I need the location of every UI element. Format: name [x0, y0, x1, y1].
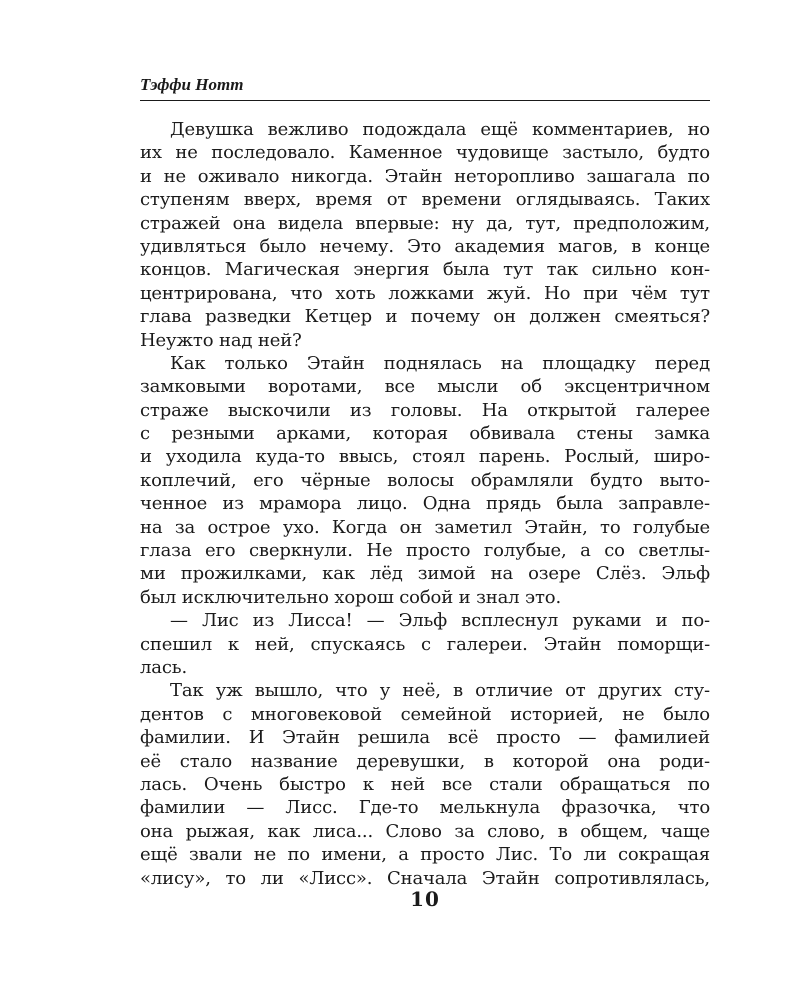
- text-line: и уходила куда-то ввысь, стоял парень. Рослый, широ-: [140, 446, 710, 468]
- text-line: дентов с многовековой семейной историей, не было: [140, 703, 710, 725]
- book-page: [140, 72, 710, 911]
- text-line: с резными арками, которая обвивала стены замка: [140, 423, 710, 445]
- text-line: «лису», то ли «Лисс». Сначала Этайн сопротивлялась,: [140, 867, 710, 889]
- text-line: концов. Магическая энергия была тут так сильно кон-: [140, 259, 710, 281]
- text-line: был исключительно хорош собой и знал это.: [140, 586, 562, 608]
- page-number: 10: [410, 887, 440, 911]
- text-line: она рыжая, как лиса... Слово за слово, в общем, чаще: [140, 820, 710, 842]
- text-line: ченное из мрамора лицо. Одна прядь была заправле-: [140, 493, 710, 515]
- text-line: Как только Этайн поднялась на площадку перед: [170, 352, 710, 374]
- text-line: её стало название деревушки, в которой она роди-: [140, 750, 710, 772]
- text-line: замковыми воротами, все мысли об эксцентричном: [140, 376, 710, 398]
- text-line: центрирована, что хоть ложками жуй. Но при чём тут: [140, 282, 710, 304]
- text-line: спешил к ней, спускаясь с галереи. Этайн поморщи-: [140, 633, 710, 655]
- text-line: лась. Очень быстро к ней все стали обращаться по: [140, 773, 710, 795]
- text-line: фамилии — Лисс. Где-то мелькнула фразочка, что: [140, 797, 710, 819]
- text-line: их не последовало. Каменное чудовище застыло, будто: [140, 142, 710, 164]
- text-line: глаза его сверкнули. Не просто голубые, а со светлы-: [140, 540, 710, 562]
- text-line: ми прожилками, как лёд зимой на озере Слёз. Эльф: [140, 563, 710, 585]
- text-line: стражей она видела впервые: ну да, тут, предположим,: [140, 212, 710, 234]
- running-head-author: Тэффи Нотт: [140, 75, 244, 94]
- text-line: глава разведки Кетцер и почему он должен смеяться?: [140, 306, 710, 328]
- text-line: ещё звали не по имени, а просто Лис. То ли сокращая: [140, 844, 710, 866]
- text-line: коплечий, его чёрные волосы обрамляли будто выто-: [140, 469, 710, 491]
- text-line: фамилии. И Этайн решила всё просто — фамилией: [140, 727, 710, 749]
- body-text: [140, 118, 710, 890]
- header-rule: [140, 100, 710, 101]
- text-line: удивляться было нечему. Это академия магов, в конце: [140, 235, 710, 257]
- text-line: лась.: [140, 656, 188, 678]
- text-line: Так уж вышло, что у неё, в отличие от других сту-: [170, 680, 710, 702]
- text-line: Девушка вежливо подождала ещё комментариев, но: [170, 119, 710, 140]
- text-line: на за острое ухо. Когда он заметил Этайн, то голубые: [140, 516, 710, 538]
- text-line: — Лис из Лисса! — Эльф всплеснул руками и по-: [170, 610, 710, 632]
- text-line: и не оживало никогда. Этайн неторопливо зашагала по: [140, 165, 710, 187]
- text-line: страже выскочили из головы. На открытой галерее: [140, 399, 710, 421]
- text-line: Неужто над ней?: [140, 329, 302, 351]
- text-line: ступеням вверх, время от времени оглядываясь. Таких: [140, 189, 710, 211]
